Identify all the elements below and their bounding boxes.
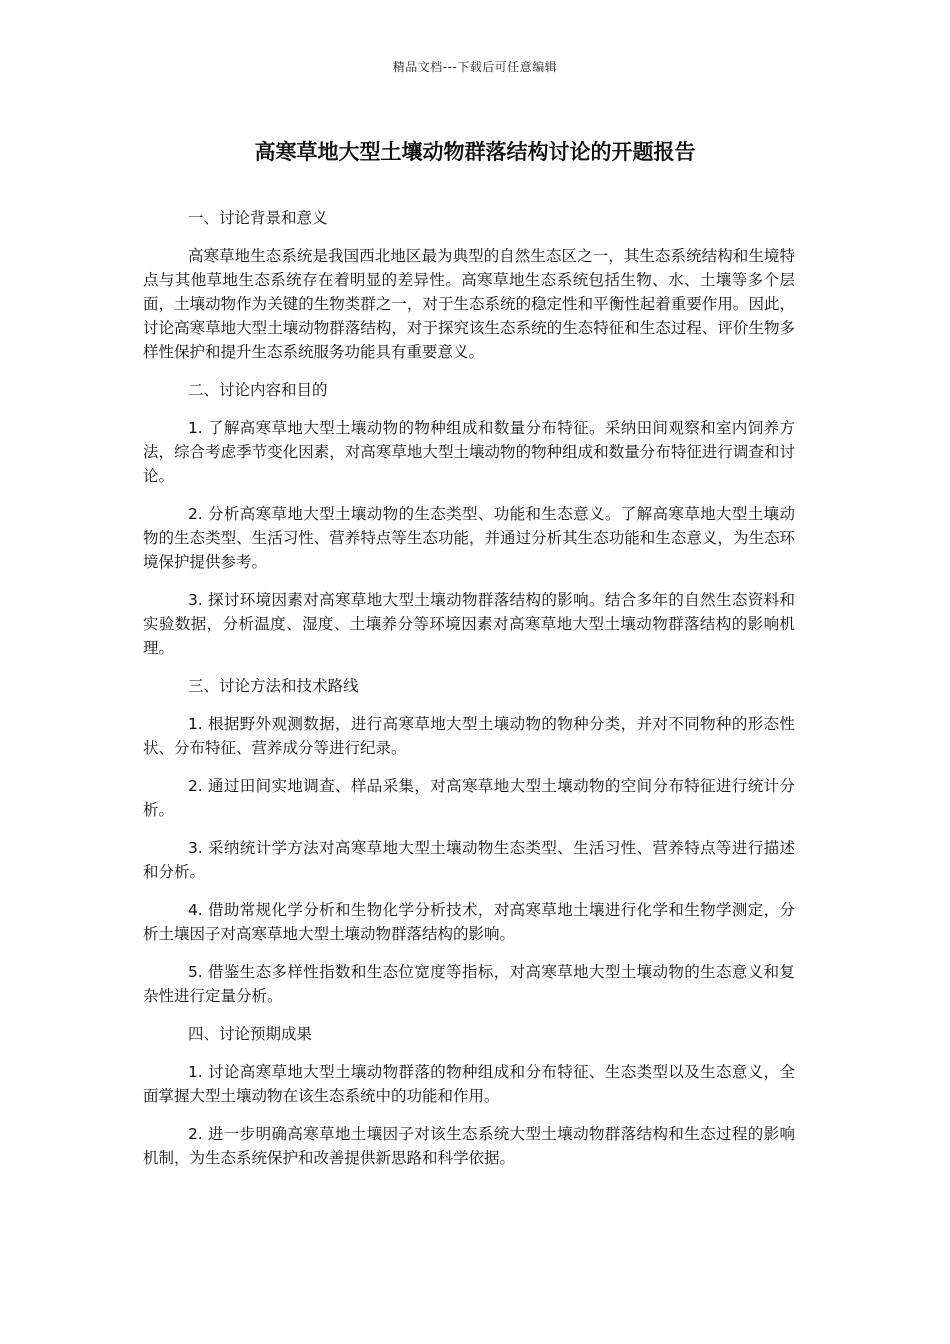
paragraph-methods-2: 2. 通过田间实地调查、样品采集，对高寒草地大型土壤动物的空间分布特征进行统计分析。 xyxy=(143,777,795,819)
paragraph-methods-1: 1. 根据野外观测数据，进行高寒草地大型土壤动物的物种分类，并对不同物种的形态性状、分布特征、营养成分等进行纪录。 xyxy=(143,715,795,757)
paragraph-methods-3: 3. 采纳统计学方法对高寒草地大型土壤动物生态类型、生活习性、营养特点等进行描述和分析。 xyxy=(143,839,795,881)
paragraph-outcomes-2: 2. 进一步明确高寒草地土壤因子对该生态系统大型土壤动物群落结构和生态过程的影响机制，为生态系统保护和改善提供新思路和科学依据。 xyxy=(143,1125,795,1167)
paragraph-background: 高寒草地生态系统是我国西北地区最为典型的自然生态区之一，其生态系统结构和生境特点与其他草地生态系统存在着明显的差异性。高寒草地生态系统包括生物、水、土壤等多个层面，土壤动物作为关键的生物类群之一，对于生态系统的稳定性和平衡性起着重要作用。因此，讨论高寒草地大型土壤动物群落结构，对于探究该生态系统的生态特征和生态过程、评价生物多样性保护和提升生态系统服务功能具有重要意义。 xyxy=(143,247,795,361)
section-heading-outcomes: 四、讨论预期成果 xyxy=(187,1025,312,1043)
section-heading-methods: 三、讨论方法和技术路线 xyxy=(187,677,359,695)
paragraph-outcomes-1: 1. 讨论高寒草地大型土壤动物群落的物种组成和分布特征、生态类型以及生态意义，全面掌握大型土壤动物在该生态系统中的功能和作用。 xyxy=(143,1063,795,1105)
document-body xyxy=(143,206,795,1184)
paragraph-content-3: 3. 探讨环境因素对高寒草地大型土壤动物群落结构的影响。结合多年的自然生态资料和实验数据，分析温度、湿度、土壤养分等环境因素对高寒草地大型土壤动物群落结构的影响机理。 xyxy=(143,591,795,657)
section-heading-background: 一、讨论背景和意义 xyxy=(187,209,328,227)
header-note: 精品文档---下载后可任意编辑 xyxy=(392,60,558,74)
paragraph-content-1: 1. 了解高寒草地大型土壤动物的物种组成和数量分布特征。采纳田间观察和室内饲养方法，综合考虑季节变化因素，对高寒草地大型土壤动物的物种组成和数量分布特征进行调查和讨论。 xyxy=(143,419,795,485)
paragraph-content-2: 2. 分析高寒草地大型土壤动物的生态类型、功能和生态意义。了解高寒草地大型土壤动物的生态类型、生活习性、营养特点等生态功能，并通过分析其生态功能和生态意义，为生态环境保护提供参考。 xyxy=(143,505,795,571)
paragraph-methods-4: 4. 借助常规化学分析和生物化学分析技术，对高寒草地土壤进行化学和生物学测定，分析土壤因子对高寒草地大型土壤动物群落结构的影响。 xyxy=(143,901,795,943)
document-title: 高寒草地大型土壤动物群落结构讨论的开题报告 xyxy=(254,140,696,164)
section-heading-content: 二、讨论内容和目的 xyxy=(187,381,328,399)
paragraph-methods-5: 5. 借鉴生态多样性指数和生态位宽度等指标，对高寒草地大型土壤动物的生态意义和复杂性进行定量分析。 xyxy=(143,963,795,1005)
